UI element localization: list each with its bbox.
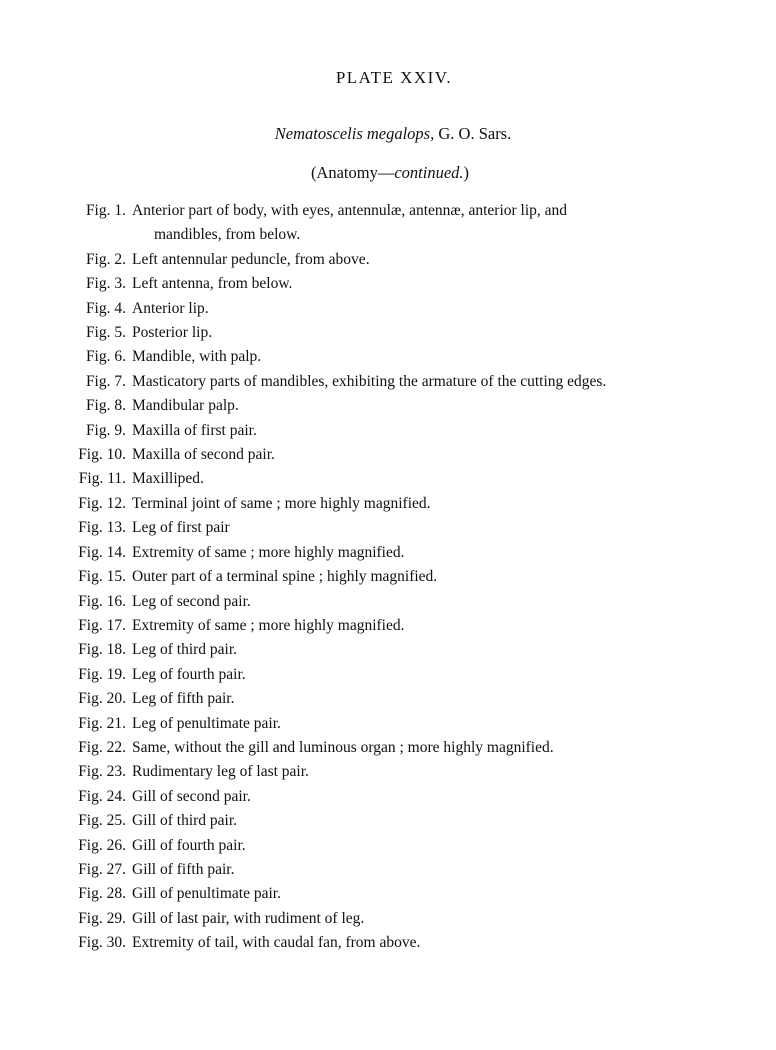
- figure-label: Fig. 22.: [78, 738, 126, 756]
- figure-item: [66, 590, 724, 614]
- species-name: Nematoscelis megalops,: [274, 124, 435, 143]
- figure-item: [66, 345, 724, 369]
- figure-label: Fig. 21.: [78, 714, 126, 732]
- figure-item: [66, 638, 724, 662]
- figure-description: Gill of penultimate pair.: [132, 885, 281, 903]
- figure-item: [66, 248, 724, 272]
- figure-description: [126, 199, 724, 248]
- figure-label: Fig. 26.: [78, 836, 126, 854]
- figure-description: Leg of fifth pair.: [132, 690, 235, 708]
- figure-description: Gill of second pair.: [132, 787, 251, 805]
- figure-description: Masticatory parts of mandibles, exhibiting the armature of the cutting edges.: [132, 372, 607, 390]
- figure-label: Fig. 10.: [78, 446, 126, 464]
- figure-description: Mandibular palp.: [132, 397, 239, 415]
- figure-description: Leg of first pair: [132, 519, 230, 537]
- figure-label: Fig. 15.: [78, 568, 126, 586]
- figure-description: Maxilla of first pair.: [132, 421, 257, 439]
- section-continued: continued.: [394, 163, 464, 182]
- figure-description: Rudimentary leg of last pair.: [132, 763, 309, 781]
- figure-label: Fig. 1.: [85, 202, 126, 219]
- figure-item: [66, 297, 724, 321]
- figure-description: Maxilliped.: [132, 470, 204, 488]
- figure-label: Fig. 23.: [78, 763, 126, 781]
- figure-label: Fig. 17.: [78, 616, 126, 634]
- figure-description: Leg of penultimate pair.: [132, 714, 281, 732]
- figure-item: [66, 834, 724, 858]
- figure-item: [66, 663, 724, 687]
- figure-label: Fig. 27.: [78, 860, 126, 878]
- figure-item: [66, 931, 724, 955]
- figure-item: [66, 492, 724, 516]
- figure-label: Fig. 25.: [78, 812, 126, 830]
- plate-title: PLATE XXIV.: [335, 68, 453, 87]
- section-close: ): [463, 163, 470, 182]
- figure-item: [66, 809, 724, 833]
- figure-label: Fig. 9.: [85, 421, 126, 439]
- figure-description-line2: mandibles, from below.: [154, 226, 301, 244]
- figure-description: Posterior lip.: [132, 324, 213, 342]
- figure-item: [66, 907, 724, 931]
- figure-label: Fig. 8.: [85, 397, 126, 415]
- figure-item: [66, 199, 724, 248]
- figure-item: [66, 882, 724, 906]
- figure-item: [66, 321, 724, 345]
- figure-description: Extremity of tail, with caudal fan, from above.: [132, 934, 421, 952]
- figure-item: [66, 687, 724, 711]
- figure-label: Fig. 28.: [78, 885, 126, 903]
- figure-label: Fig. 3.: [85, 275, 126, 293]
- figure-label: Fig. 16.: [78, 592, 126, 610]
- figure-label: Fig. 4.: [85, 299, 126, 317]
- figure-description: Mandible, with palp.: [132, 348, 262, 366]
- figure-description: Extremity of same ; more highly magnified.: [132, 543, 405, 561]
- figure-label: Fig. 20.: [78, 690, 126, 708]
- figure-item: [66, 370, 724, 394]
- figure-label: Fig. 13.: [78, 519, 126, 537]
- figure-description: Left antennular peduncle, from above.: [132, 250, 370, 268]
- figure-label: Fig. 12.: [78, 494, 126, 512]
- figure-list: [66, 199, 724, 956]
- figure-item: [66, 516, 724, 540]
- figure-item: [66, 467, 724, 491]
- figure-description-line1: Anterior part of body, with eyes, antennulæ, antennæ, anterior lip, and: [132, 202, 568, 219]
- figure-description: Gill of fifth pair.: [132, 860, 235, 878]
- figure-description: Same, without the gill and luminous organ ; more highly magnified.: [132, 738, 554, 756]
- figure-label: Fig. 5.: [85, 324, 126, 342]
- figure-label: Fig. 2.: [85, 250, 126, 268]
- figure-label: Fig. 18.: [78, 641, 126, 659]
- figure-item: [66, 785, 724, 809]
- figure-item: [66, 565, 724, 589]
- species-heading: [0, 124, 776, 144]
- figure-item: [66, 419, 724, 443]
- section-heading: [0, 163, 776, 183]
- figure-item: [66, 614, 724, 638]
- figure-label: Fig. 24.: [78, 787, 126, 805]
- figure-label: Fig. 19.: [78, 665, 126, 683]
- figure-description: Maxilla of second pair.: [132, 446, 275, 464]
- figure-item: [66, 272, 724, 296]
- figure-item: [66, 541, 724, 565]
- figure-item: [66, 443, 724, 467]
- figure-item: [66, 858, 724, 882]
- figure-description: Leg of fourth pair.: [132, 665, 246, 683]
- figure-description: Outer part of a terminal spine ; highly magnified.: [132, 568, 438, 586]
- figure-description: Left antenna, from below.: [132, 275, 293, 293]
- figure-label: Fig. 11.: [78, 470, 126, 488]
- figure-description: Gill of last pair, with rudiment of leg.: [132, 909, 365, 927]
- figure-description: Terminal joint of same ; more highly magnified.: [132, 494, 431, 512]
- figure-description: Extremity of same ; more highly magnified.: [132, 616, 405, 634]
- figure-description: Gill of fourth pair.: [132, 836, 246, 854]
- figure-description: Leg of second pair.: [132, 592, 251, 610]
- figure-label: Fig. 6.: [85, 348, 126, 366]
- figure-label: Fig. 29.: [78, 909, 126, 927]
- figure-description: Anterior lip.: [132, 299, 209, 317]
- species-author: G. O. Sars.: [438, 124, 512, 143]
- figure-item: [66, 712, 724, 736]
- figure-description: Gill of third pair.: [132, 812, 238, 830]
- figure-description: Leg of third pair.: [132, 641, 238, 659]
- figure-label: Fig. 30.: [78, 934, 126, 952]
- figure-label: Fig. 7.: [85, 372, 126, 390]
- figure-item: [66, 760, 724, 784]
- section-open: (Anatomy—: [310, 163, 395, 182]
- figure-item: [66, 736, 724, 760]
- figure-item: [66, 394, 724, 418]
- figure-label: Fig. 14.: [78, 543, 126, 561]
